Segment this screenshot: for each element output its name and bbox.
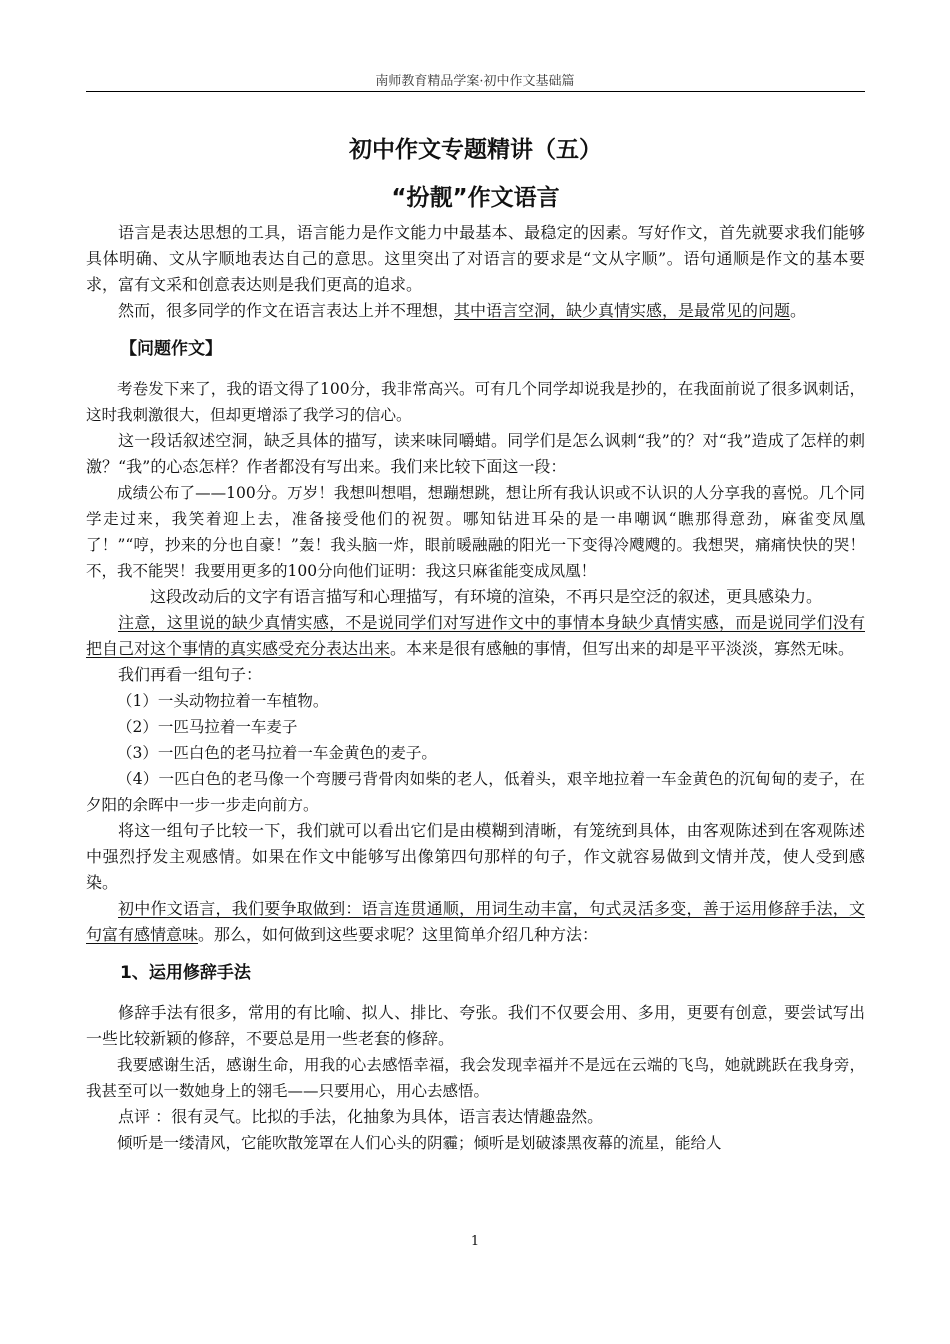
rhetoric-comment: 点评 ：很有灵气。比拟的手法，化抽象为具体，语言表达情趣盎然。 <box>118 1107 604 1126</box>
problem-example-1: 考卷发下来了，我的语文得了100分，我非常高兴。可有几个同学却说我是抄的，在我面前说了很多讽刺话，这时我刺激很大，但却更增添了我学习的信心。 <box>86 380 865 424</box>
rhetoric-example-2: 倾听是一缕清风，它能吹散笼罩在人们心头的阴霾；倾听是划破漆黑夜幕的流星，能给人 <box>117 1134 722 1152</box>
section-heading-rhetoric: 1、运用修辞手法 <box>120 963 251 983</box>
intro-paragraph-1: 语言是表达思想的工具，语言能力是作文能力中最基本、最稳定的因素。写好作文，首先就要求我们能够具体明确、文从字顺地表达自己的意思。这里突出了对语言的要求是“文从字顺”。语句通顺是作文的基本要求，富有文采和创意表达则是我们更高的追求。 <box>86 223 865 294</box>
note-underline: 注意，这里说的缺少真情实感，不是说同学们对写进作文中的事情本身缺少真情实感，而是说同学们没有把自己对这个事情的真实感受充分表达出来 <box>86 613 865 658</box>
problem-example-2: 成绩公布了——100分。万岁！我想叫想唱，想蹦想跳，想让所有我认识或不认识的人分享我的喜悦。几个同学走过来，我笑着迎上去，准备接受他们的祝贺。哪知钻进耳朵的是一串嘲讽“瞧那得意劲，麻雀变凤凰了！”“哼，抄来的分也自豪！”轰！我头脑一炸，眼前暖融融的阳光一下变得冷飕飕的。我想哭，痛痛快快的哭！不，我不能哭！我要用更多的100分向他们证明：我这只麻雀能变成凤凰！ <box>86 484 865 580</box>
sentence-1: （1）一头动物拉着一车植物。 <box>117 692 329 710</box>
page-number: 1 <box>470 1234 480 1249</box>
page-header: 南师教育精品学案·初中作文基础篇 <box>375 74 575 89</box>
section-heading-problem: 【问题作文】 <box>120 339 222 359</box>
sentence-2: （2）一匹马拉着一车麦子 <box>117 718 298 736</box>
rhetoric-example-1: 我要感谢生活，感谢生命，用我的心去感悟幸福，我会发现幸福并不是远在云端的飞鸟，她就跳跃在我身旁，我甚至可以一数她身上的翎毛——只要用心，用心去感悟。 <box>86 1056 865 1100</box>
intro-paragraph-2: 然而，很多同学的作文在语言表达上并不理想，其中语言空洞，缺少真情实感，是最常见的问题。 <box>118 301 807 320</box>
goal-underline: 初中作文语言，我们要争取做到：语言连贯通顺，用词生动丰富，句式灵活多变，善于运用修辞手法，文句富有感情意味 <box>86 899 865 944</box>
sentence-4: （4）一匹白色的老马像一个弯腰弓背骨肉如柴的老人，低着头，艰辛地拉着一车金黄色的沉甸甸的麦子，在夕阳的余晖中一步一步走向前方。 <box>86 770 865 814</box>
title-main: 初中作文专题精讲（五） <box>349 137 602 163</box>
main-content <box>86 128 865 1156</box>
header-rule <box>86 91 865 92</box>
sentence-3: （3）一匹白色的老马拉着一车金黄色的麦子。 <box>117 744 437 762</box>
problem-comment-3: 将这一组句子比较一下，我们就可以看出它们是由模糊到清晰，有笼统到具体，由客观陈述到在客观陈述中强烈抒发主观感情。如果在作文中能够写出像第四句那样的句子，作文就容易做到文情并茂，使人受到感染。 <box>86 821 865 892</box>
intro-underline: 其中语言空洞，缺少真情实感，是最常见的问题 <box>454 301 791 320</box>
problem-comment-1: 这一段话叙述空洞，缺乏具体的描写，读来味同嚼蜡。同学们是怎么讽刺“我”的？对“我”造成了怎样的刺激？“我”的心态怎样？作者都没有写出来。我们来比较下面这一段： <box>86 431 865 476</box>
problem-comment-2: 这段改动后的文字有语言描写和心理描写，有环境的渲染，不再只是空泛的叙述，更具感染力。 <box>150 587 823 606</box>
problem-goal: 初中作文语言，我们要争取做到：语言连贯通顺，用词生动丰富，句式灵活多变，善于运用修辞手法，文句富有感情意味。那么，如何做到这些要求呢？这里简单介绍几种方法： <box>86 899 865 944</box>
rhetoric-paragraph-1: 修辞手法有很多，常用的有比喻、拟人、排比、夸张。我们不仅要会用、多用，更要有创意，要尝试写出一些比较新颖的修辞，不要总是用一些老套的修辞。 <box>86 1003 865 1048</box>
problem-note: 注意，这里说的缺少真情实感，不是说同学们对写进作文中的事情本身缺少真情实感，而是说同学们没有把自己对这个事情的真实感受充分表达出来。本来是很有感触的事情，但写出来的却是平平淡淡，寡然无味。 <box>86 613 865 658</box>
title-sub: “扮靓”作文语言 <box>391 185 560 211</box>
group-intro: 我们再看一组句子： <box>118 665 263 684</box>
